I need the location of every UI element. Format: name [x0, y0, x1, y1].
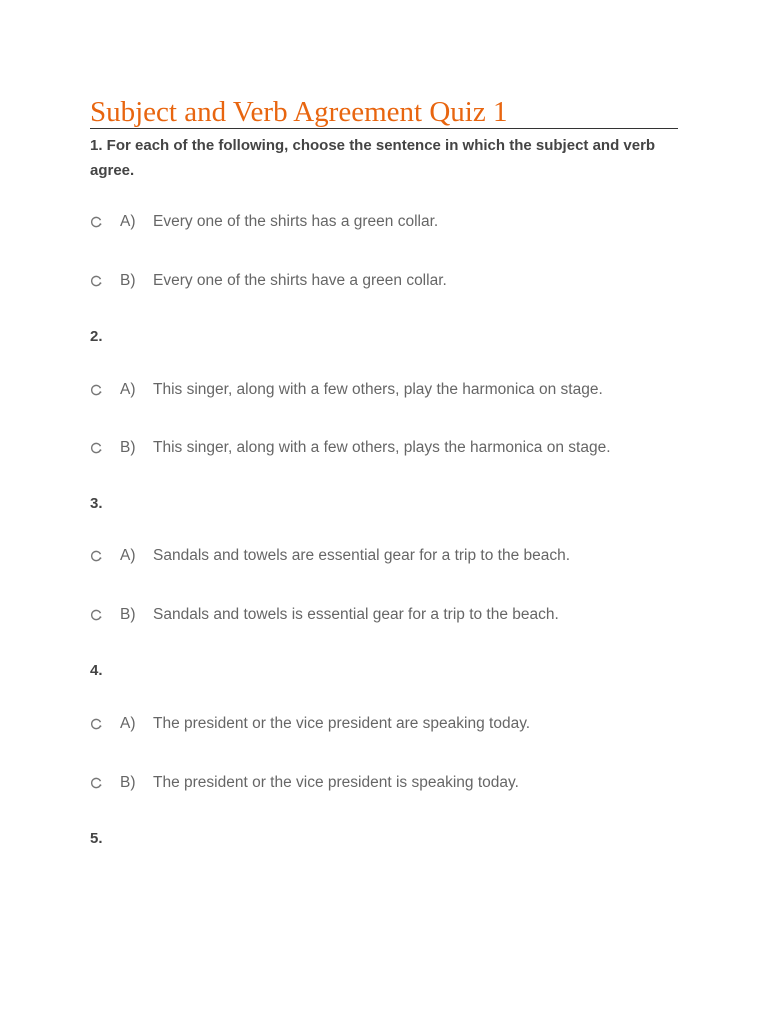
question-4-number: 4.	[90, 662, 103, 679]
radio-button-icon[interactable]	[90, 777, 102, 789]
radio-button-icon[interactable]	[90, 550, 102, 562]
option-text: This singer, along with a few others, play the harmonica on stage.	[153, 381, 603, 398]
option-letter: B)	[120, 774, 136, 791]
question-2-option-a[interactable]	[90, 379, 603, 401]
radio-button-icon[interactable]	[90, 718, 102, 730]
option-text: The president or the vice president is speaking today.	[153, 774, 519, 791]
option-letter: B)	[120, 439, 136, 456]
radio-button-icon[interactable]	[90, 384, 102, 396]
option-letter: A)	[120, 715, 136, 732]
question-3-option-a[interactable]	[90, 545, 570, 567]
radio-button-icon[interactable]	[90, 442, 102, 454]
option-letter: A)	[120, 213, 136, 230]
question-4-option-b[interactable]	[90, 772, 519, 794]
option-text: Sandals and towels are essential gear for a trip to the beach.	[153, 547, 571, 564]
option-text: Sandals and towels is essential gear for a trip to the beach.	[153, 606, 559, 623]
option-letter: A)	[120, 381, 136, 398]
question-1-option-a[interactable]	[90, 211, 438, 233]
question-5-number: 5.	[90, 830, 103, 847]
option-text: The president or the vice president are speaking today.	[153, 715, 531, 732]
page-title: Subject and Verb Agreement Quiz 1	[90, 96, 508, 128]
option-text: Every one of the shirts have a green collar.	[153, 272, 447, 289]
question-1-option-b[interactable]	[90, 270, 447, 292]
option-letter: B)	[120, 606, 136, 623]
question-2-number: 2.	[90, 328, 103, 345]
question-4-option-a[interactable]	[90, 713, 530, 735]
question-3-option-b[interactable]	[90, 604, 559, 626]
option-text: Every one of the shirts has a green collar.	[153, 213, 439, 230]
option-letter: A)	[120, 547, 136, 564]
question-1-prompt: 1. For each of the following, choose the sentence in which the subject and verb agree.	[90, 137, 656, 179]
radio-button-icon[interactable]	[90, 275, 102, 287]
title-divider	[90, 128, 678, 129]
question-2-option-b[interactable]	[90, 437, 611, 459]
radio-button-icon[interactable]	[90, 216, 102, 228]
option-text: This singer, along with a few others, plays the harmonica on stage.	[153, 439, 611, 456]
radio-button-icon[interactable]	[90, 609, 102, 621]
question-3-number: 3.	[90, 495, 103, 512]
option-letter: B)	[120, 272, 136, 289]
